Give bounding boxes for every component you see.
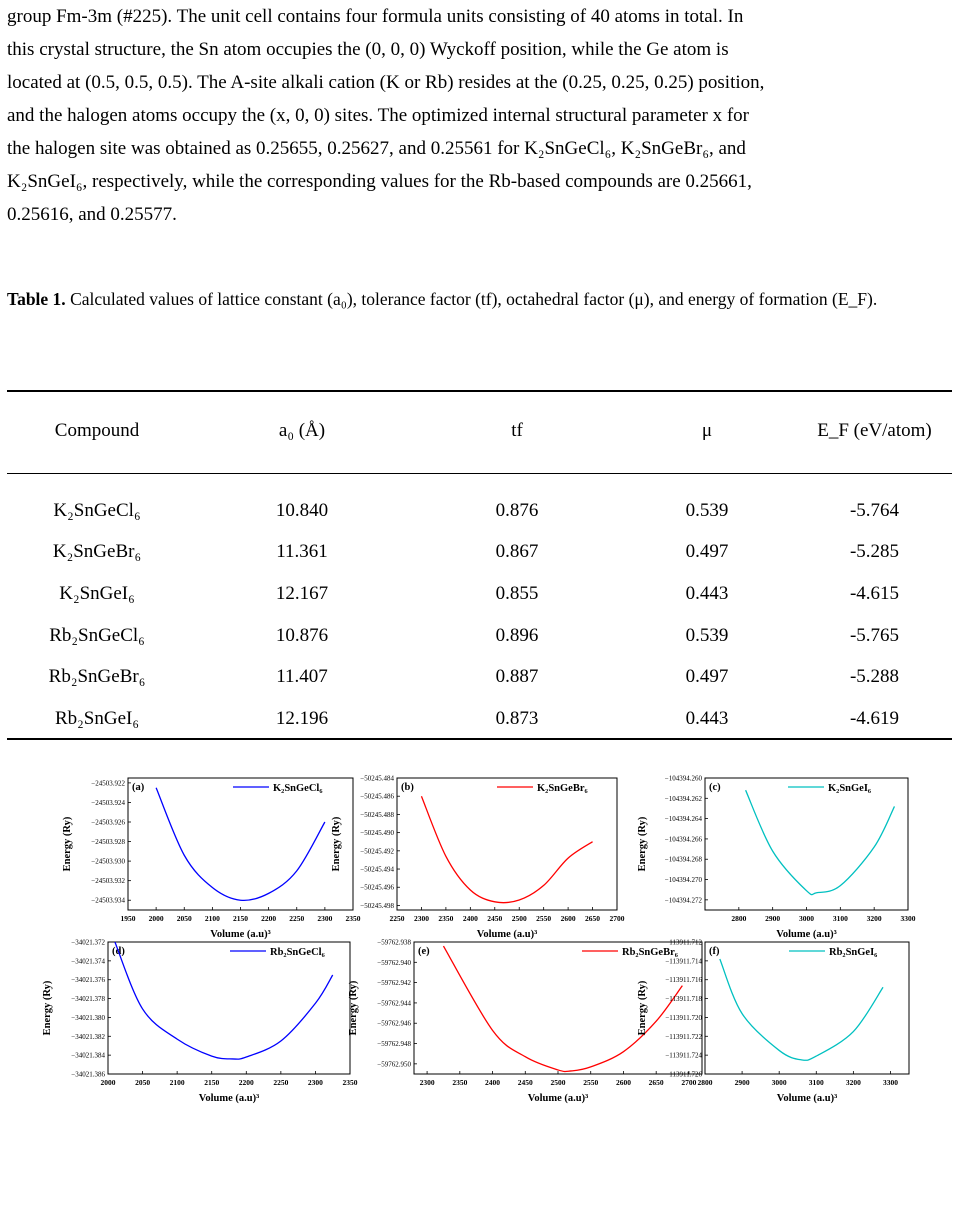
y-tick-label: −59762.944 xyxy=(377,999,411,1008)
y-tick-label: −34021.374 xyxy=(71,957,105,966)
y-tick-label: −113911.714 xyxy=(665,957,702,966)
header-tolerance-factor: tf xyxy=(511,420,523,441)
cell-compound: K₂SnGeI₆ xyxy=(59,582,135,604)
x-tick-label: 2150 xyxy=(233,914,248,923)
x-tick-label: 3100 xyxy=(808,1078,824,1087)
x-tick-label: 2600 xyxy=(615,1078,631,1087)
table-caption xyxy=(7,287,952,312)
y-tick-label: −104394.268 xyxy=(664,855,702,864)
table-caption-text: Calculated values of lattice constant (a₀), tolerance factor (tf), octahedral factor (μ), and energy of formation (E_F). xyxy=(65,289,878,309)
cell-ef: -5.288 xyxy=(849,666,900,688)
table-top-rule xyxy=(7,390,952,392)
y-tick-label: −50245.494 xyxy=(360,865,394,874)
y-tick-label: −50245.490 xyxy=(360,829,394,838)
y-tick-label: −113911.724 xyxy=(665,1051,702,1060)
x-tick-label: 2350 xyxy=(342,1078,358,1087)
legend-label: K₂SnGeI₆ xyxy=(828,783,872,794)
plot-frame xyxy=(108,942,350,1074)
cell-lattice: 10.840 xyxy=(275,499,329,521)
cell-mu: 0.443 xyxy=(685,707,729,729)
x-tick-label: 2000 xyxy=(100,1078,116,1087)
x-tick-label: 2000 xyxy=(148,914,164,923)
cell-mu: 0.539 xyxy=(685,499,729,521)
paragraph-line: K₂SnGeI₆, respectively, while the corresponding values for the Rb-based compounds are 0.25661, xyxy=(7,171,752,192)
series-line xyxy=(115,942,333,1059)
y-axis-label: Energy (Ry) xyxy=(637,980,648,1036)
cell-mu: 0.497 xyxy=(685,666,729,688)
header-lattice-constant: a₀ (Å) xyxy=(278,420,326,441)
y-tick-label: −50245.496 xyxy=(360,883,394,892)
x-tick-label: 2700 xyxy=(609,914,625,923)
energy-volume-figure xyxy=(0,760,959,1227)
table-body xyxy=(7,490,952,740)
x-tick-label: 1950 xyxy=(120,914,136,923)
y-tick-label: −104394.272 xyxy=(664,896,702,905)
y-axis-label: Energy (Ry) xyxy=(331,816,342,872)
x-axis-label: Volume (a.u)³ xyxy=(198,1093,260,1104)
y-tick-label: −113911.718 xyxy=(665,995,702,1004)
header-octahedral-factor: μ xyxy=(701,420,713,441)
x-tick-label: 2300 xyxy=(307,1078,323,1087)
y-tick-label: −24503.928 xyxy=(91,838,125,847)
y-tick-label: −113911.716 xyxy=(665,976,702,985)
cell-compound: Rb₂SnGeI₆ xyxy=(55,707,139,729)
y-tick-label: −104394.262 xyxy=(664,794,702,803)
cell-ef: -5.285 xyxy=(849,541,900,563)
y-tick-label: −34021.384 xyxy=(71,1051,105,1060)
x-tick-label: 2200 xyxy=(261,914,277,923)
table-row xyxy=(7,490,952,532)
cell-tf: 0.876 xyxy=(495,499,539,521)
x-tick-label: 2450 xyxy=(517,1078,533,1087)
series-line xyxy=(720,959,883,1060)
x-tick-label: 2600 xyxy=(560,914,576,923)
paragraph-line: the halogen site was obtained as 0.25655, 0.25627, and 0.25561 for K₂SnGeCl₆, K₂SnGeBr₆, and xyxy=(7,138,746,159)
y-tick-label: −50245.484 xyxy=(360,774,394,783)
table-row xyxy=(7,573,952,615)
x-tick-label: 2300 xyxy=(413,914,429,923)
x-tick-label: 2900 xyxy=(734,1078,750,1087)
series-line xyxy=(746,790,895,895)
y-tick-label: −59762.938 xyxy=(377,938,411,947)
series-line xyxy=(421,796,592,902)
panel-label: (f) xyxy=(709,946,720,957)
y-tick-label: −113911.720 xyxy=(665,1013,702,1022)
cell-ef: -4.615 xyxy=(849,582,900,604)
x-tick-label: 2300 xyxy=(317,914,333,923)
y-tick-label: −50245.492 xyxy=(360,847,394,856)
x-tick-label: 2100 xyxy=(204,914,220,923)
y-tick-label: −104394.264 xyxy=(664,815,702,824)
legend-label: Rb₂SnGeI₆ xyxy=(829,947,878,958)
cell-lattice: 10.876 xyxy=(275,624,329,646)
y-tick-label: −50245.486 xyxy=(360,792,394,801)
y-tick-label: −24503.926 xyxy=(91,818,125,827)
cell-lattice: 12.196 xyxy=(275,707,329,729)
x-tick-label: 2100 xyxy=(169,1078,185,1087)
x-axis-label: Volume (a.u)³ xyxy=(527,1093,589,1104)
y-tick-label: −34021.376 xyxy=(71,976,105,985)
cell-tf: 0.896 xyxy=(495,624,539,646)
panel-label: (c) xyxy=(709,782,721,793)
plot-frame xyxy=(128,778,353,910)
x-tick-label: 2700 xyxy=(681,1078,697,1087)
y-tick-label: −24503.932 xyxy=(91,877,125,886)
cell-tf: 0.873 xyxy=(495,707,539,729)
x-tick-label: 3300 xyxy=(900,914,916,923)
y-axis-label: Energy (Ry) xyxy=(62,816,73,872)
x-tick-label: 2800 xyxy=(731,914,747,923)
panel-label: (a) xyxy=(132,782,145,793)
y-tick-label: −34021.386 xyxy=(71,1070,105,1079)
x-tick-label: 3200 xyxy=(845,1078,861,1087)
table-row xyxy=(7,532,952,574)
cell-ef: -5.765 xyxy=(849,624,900,646)
y-tick-label: −113911.722 xyxy=(665,1032,702,1041)
y-axis-label: Energy (Ry) xyxy=(348,980,359,1036)
paragraph-line: and the halogen atoms occupy the (x, 0, 0) sites. The optimized internal structural parameter x for xyxy=(7,105,749,126)
paragraph-line: 0.25616, and 0.25577. xyxy=(7,204,177,225)
x-tick-label: 2400 xyxy=(462,914,478,923)
y-tick-label: −24503.924 xyxy=(91,798,125,807)
x-tick-label: 2250 xyxy=(289,914,305,923)
cell-compound: Rb₂SnGeBr₆ xyxy=(48,666,146,688)
table-row xyxy=(7,656,952,698)
y-tick-label: −104394.270 xyxy=(664,876,702,885)
cell-lattice: 11.407 xyxy=(276,666,328,688)
x-tick-label: 3300 xyxy=(882,1078,898,1087)
cell-ef: -4.619 xyxy=(849,707,900,729)
y-tick-label: −59762.948 xyxy=(377,1040,411,1049)
legend-label: Rb₂SnGeBr₆ xyxy=(622,947,678,958)
table-header xyxy=(7,420,952,442)
cell-ef: -5.764 xyxy=(849,499,900,521)
x-tick-label: 2800 xyxy=(697,1078,713,1087)
x-tick-label: 2250 xyxy=(389,914,405,923)
x-tick-label: 3100 xyxy=(832,914,848,923)
cell-lattice: 12.167 xyxy=(275,582,329,604)
series-line xyxy=(156,788,325,901)
paragraph-line: this crystal structure, the Sn atom occupies the (0, 0, 0) Wyckoff position, while the Ge atom is xyxy=(7,39,729,60)
cell-compound: Rb₂SnGeCl₆ xyxy=(49,624,145,646)
x-tick-label: 2200 xyxy=(238,1078,254,1087)
body-paragraph xyxy=(7,0,947,231)
y-tick-label: −24503.934 xyxy=(91,896,125,905)
y-tick-label: −59762.940 xyxy=(377,958,411,967)
cell-lattice: 11.361 xyxy=(276,541,328,563)
legend-label: Rb₂SnGeCl₆ xyxy=(270,947,325,958)
cell-compound: K₂SnGeCl₆ xyxy=(53,499,141,521)
x-tick-label: 2650 xyxy=(648,1078,664,1087)
x-tick-label: 2050 xyxy=(176,914,192,923)
table-header-rule xyxy=(7,473,952,474)
cell-tf: 0.855 xyxy=(495,582,539,604)
plot-frame xyxy=(397,778,617,910)
header-formation-energy: E_F (eV/atom) xyxy=(817,420,932,441)
y-tick-label: −50245.498 xyxy=(360,901,394,910)
panel-label: (e) xyxy=(418,946,430,957)
cell-mu: 0.443 xyxy=(685,582,729,604)
y-tick-label: −24503.930 xyxy=(91,857,125,866)
cell-tf: 0.887 xyxy=(495,666,539,688)
y-tick-label: −34021.372 xyxy=(71,938,105,947)
cell-compound: K₂SnGeBr₆ xyxy=(52,541,142,563)
paragraph-line: located at (0.5, 0.5, 0.5). The A-site alkali cation (K or Rb) resides at the (0.25, 0.25, 0.25) position, xyxy=(7,72,765,93)
cell-mu: 0.539 xyxy=(685,624,729,646)
table-row xyxy=(7,698,952,740)
table-row xyxy=(7,615,952,657)
x-tick-label: 3000 xyxy=(799,914,814,923)
y-tick-label: −59762.950 xyxy=(377,1060,411,1069)
x-tick-label: 3000 xyxy=(771,1078,787,1087)
paragraph-line: group Fm-3m (#225). The unit cell contains four formula units consisting of 40 atoms in total. In xyxy=(7,6,744,27)
x-tick-label: 2500 xyxy=(511,914,527,923)
y-tick-label: −113911.712 xyxy=(665,938,702,947)
x-tick-label: 2300 xyxy=(419,1078,435,1087)
y-tick-label: −34021.382 xyxy=(71,1032,105,1041)
x-tick-label: 2250 xyxy=(273,1078,289,1087)
x-tick-label: 2550 xyxy=(583,1078,599,1087)
y-tick-label: −104394.260 xyxy=(664,774,702,783)
x-tick-label: 2350 xyxy=(345,914,361,923)
plot-frame xyxy=(414,942,702,1074)
x-tick-label: 2550 xyxy=(536,914,552,923)
x-tick-label: 2350 xyxy=(438,914,454,923)
x-tick-label: 2500 xyxy=(550,1078,566,1087)
legend-label: K₂SnGeCl₆ xyxy=(273,783,323,794)
header-compound: Compound xyxy=(54,420,140,441)
y-tick-label: −59762.946 xyxy=(377,1019,411,1028)
x-tick-label: 2350 xyxy=(452,1078,468,1087)
x-axis-label: Volume (a.u)³ xyxy=(210,929,271,940)
x-axis-label: Volume (a.u)³ xyxy=(776,1093,838,1104)
y-tick-label: −104394.266 xyxy=(664,835,702,844)
y-tick-label: −59762.942 xyxy=(377,979,411,988)
x-axis-label: Volume (a.u)³ xyxy=(776,929,837,940)
table-caption-label: Table 1. xyxy=(7,289,66,309)
panel-label: (d) xyxy=(112,946,125,957)
plot-frame xyxy=(705,942,909,1074)
y-axis-label: Energy (Ry) xyxy=(637,816,648,872)
x-tick-label: 3200 xyxy=(866,914,882,923)
y-tick-label: −24503.922 xyxy=(91,779,125,788)
x-tick-label: 2450 xyxy=(487,914,503,923)
panel-label: (b) xyxy=(401,782,414,793)
x-axis-label: Volume (a.u)³ xyxy=(476,929,538,940)
cell-mu: 0.497 xyxy=(685,541,729,563)
y-axis-label: Energy (Ry) xyxy=(42,980,53,1036)
legend-label: K₂SnGeBr₆ xyxy=(537,783,588,794)
x-tick-label: 2650 xyxy=(585,914,601,923)
x-tick-label: 2050 xyxy=(135,1078,151,1087)
x-tick-label: 2400 xyxy=(485,1078,501,1087)
x-tick-label: 2150 xyxy=(204,1078,220,1087)
cell-tf: 0.867 xyxy=(495,541,539,563)
y-tick-label: −34021.380 xyxy=(71,1013,105,1022)
y-tick-label: −113911.726 xyxy=(665,1070,702,1079)
y-tick-label: −50245.488 xyxy=(360,810,394,819)
x-tick-label: 2900 xyxy=(765,914,781,923)
y-tick-label: −34021.378 xyxy=(71,995,105,1004)
